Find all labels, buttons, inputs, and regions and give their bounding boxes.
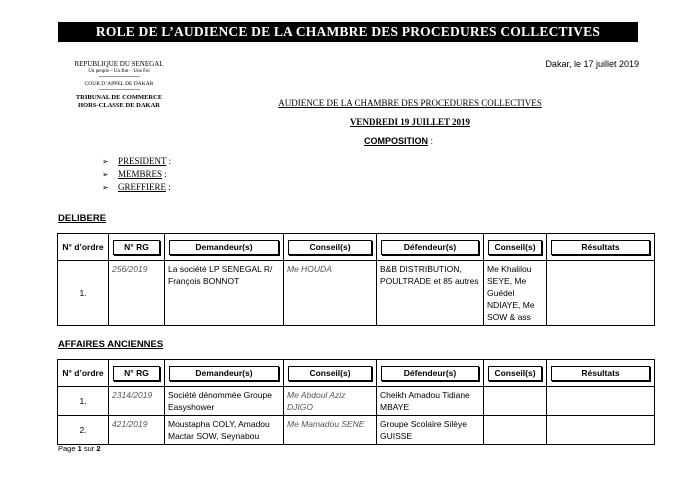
member-label: MEMBRES <box>118 169 163 179</box>
col-header-conseil-2 <box>484 234 547 261</box>
table-row <box>58 387 655 416</box>
col-label-conseil: Conseil(s) <box>288 240 372 255</box>
col-header-conseil-2 <box>484 360 547 387</box>
col-header-defendeur <box>377 234 484 261</box>
cell-demandeur: Moustapha COLY, Amadou Mactar SOW, Seynabou <box>165 416 284 445</box>
col-label-conseil-2: Conseil(s) <box>488 240 542 255</box>
col-label-demandeur: Demandeur(s) <box>169 366 279 381</box>
members-list <box>102 155 171 194</box>
cell-rg: 256/2019 <box>109 261 165 326</box>
member-suffix: : <box>166 156 172 166</box>
tribunal-name: TRIBUNAL DE COMMERCE <box>75 94 163 101</box>
section-title-delibere: DELIBERE <box>58 213 107 224</box>
col-label-defendeur: Défendeur(s) <box>381 240 479 255</box>
col-label-resultats: Résultats <box>551 366 650 381</box>
col-header-ordre: N° d’ordre <box>58 234 109 261</box>
cell-resultats <box>547 416 655 445</box>
table-header-row <box>58 360 655 387</box>
national-motto: Un peuple – Un But – Une Foi <box>88 69 150 74</box>
member-item-greffiere <box>102 181 171 194</box>
header-divider-2: ----------------------------------- <box>98 88 140 93</box>
col-header-defendeur <box>377 360 484 387</box>
arrow-bullet-icon: ➢ <box>102 183 109 192</box>
col-header-resultats <box>547 234 655 261</box>
total-pages: 2 <box>96 444 101 453</box>
cell-conseil: Me Abdoul Aziz DJIGO <box>284 387 377 416</box>
col-label-resultats: Résultats <box>551 240 650 255</box>
section-title-affaires-anciennes: AFFAIRES ANCIENNES <box>58 339 164 350</box>
cell-conseil-2 <box>484 416 547 445</box>
col-header-demandeur <box>165 360 284 387</box>
col-label-rg: N° RG <box>113 240 160 255</box>
cell-conseil: Me Mamadou SENE <box>284 416 377 445</box>
cell-ordre: 2. <box>58 416 109 445</box>
cell-defendeur: B&B DISTRIBUTION, POULTRADE et 85 autres <box>377 261 484 326</box>
footer-prefix: Page <box>58 444 78 453</box>
cell-conseil-2 <box>484 387 547 416</box>
col-label-conseil: Conseil(s) <box>288 366 372 381</box>
cell-resultats <box>547 387 655 416</box>
cell-demandeur: La société LP SENEGAL R/ François BONNOT <box>165 261 284 326</box>
delibere-table <box>57 233 655 326</box>
col-header-rg <box>109 360 165 387</box>
cell-rg: 421/2019 <box>109 416 165 445</box>
composition-label: COMPOSITION <box>364 136 429 146</box>
col-label-demandeur: Demandeur(s) <box>169 240 279 255</box>
arrow-bullet-icon: ➢ <box>102 157 109 166</box>
table-header-row <box>58 234 655 261</box>
document-title-banner: ROLE DE L’AUDIENCE DE LA CHAMBRE DES PROCEDURES COLLECTIVES <box>58 22 638 42</box>
cell-ordre: 1. <box>58 387 109 416</box>
footer-mid: sur <box>81 444 97 453</box>
page-footer <box>58 444 101 453</box>
col-header-demandeur <box>165 234 284 261</box>
member-label: GREFFIERE <box>118 182 167 192</box>
member-label: PRESIDENT <box>118 156 167 166</box>
col-label-defendeur: Défendeur(s) <box>381 366 479 381</box>
member-suffix: : <box>162 169 167 179</box>
col-header-conseil <box>284 234 377 261</box>
cell-defendeur: Cheikh Amadou Tidiane MBAYE <box>377 387 484 416</box>
composition-colon: : <box>428 136 434 146</box>
audience-date: VENDREDI 19 JUILLET 2019 <box>349 117 471 127</box>
arrow-bullet-icon: ➢ <box>102 170 109 179</box>
document-date: Dakar, le 17 juillet 2019 <box>545 59 639 69</box>
composition-heading <box>364 136 433 146</box>
court-name: COUR D’APPEL DE DAKAR <box>84 81 154 87</box>
republic-name: REPUBLIQUE DU SENEGAL <box>74 60 164 68</box>
table-row <box>58 416 655 445</box>
audience-title: AUDIENCE DE LA CHAMBRE DES PROCEDURES COLLECTIVES <box>278 98 542 108</box>
affaires-anciennes-table <box>57 359 655 445</box>
member-item-membres <box>102 168 171 181</box>
cell-rg: 2314/2019 <box>109 387 165 416</box>
current-page: 1 <box>77 444 82 453</box>
cell-defendeur: Groupe Scolaire Silèye GUISSE <box>377 416 484 445</box>
col-header-conseil <box>284 360 377 387</box>
cell-conseil: Me HOUDA <box>284 261 377 326</box>
col-header-ordre: N° d’ordre <box>58 360 109 387</box>
col-label-conseil-2: Conseil(s) <box>488 366 542 381</box>
col-header-rg <box>109 234 165 261</box>
col-header-resultats <box>547 360 655 387</box>
cell-resultats <box>547 261 655 326</box>
cell-conseil-2: Me Khalilou SEYE, Me Guédel NDIAYE, Me SOW & ass <box>484 261 547 326</box>
header-divider: ----------------------------------- <box>98 75 140 80</box>
col-label-rg: N° RG <box>113 366 160 381</box>
cell-ordre: 1. <box>58 261 109 326</box>
cell-demandeur: Société dénommée Groupe Easyshower <box>165 387 284 416</box>
table-row <box>58 261 655 326</box>
member-item-president <box>102 155 171 168</box>
tribunal-class: HORS-CLASSE DE DAKAR <box>78 102 160 109</box>
member-suffix: : <box>166 182 171 192</box>
